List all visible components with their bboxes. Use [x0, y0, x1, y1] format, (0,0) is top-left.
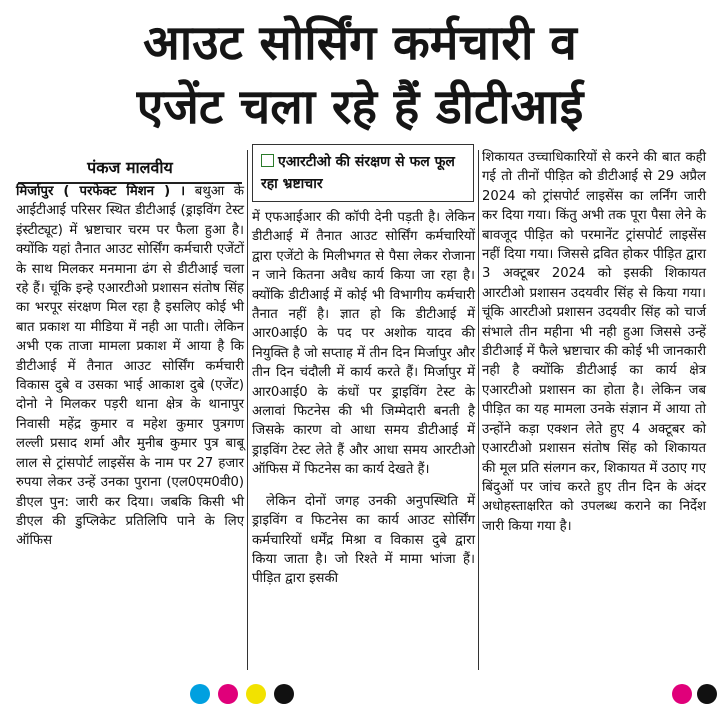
magenta-registration-dot	[672, 684, 692, 704]
black-registration-dot	[697, 684, 717, 704]
column-divider-2	[478, 150, 479, 670]
column-2-paragraph-1: में एफआईआर की कॉपी देनी पड़ती है। लेकिन डीटीआई में तैनात आउट सोर्सिंग कर्मचारियों द्वारा एजेंटो के मिलीभगत से पैसा लेकर रोजाना न जाने कितना अवैध कार्य किया जा रहा है। क्योंकि डीटीआई में कोई भी विभागीय कर्मचारी तैनात नहीं है। ज्ञात हो कि डीटीआई में आर0आई0 के पद पर अशोक यादव की नियुक्ति है जो सप्ताह में तीन दिन मिर्जापुर और तीन दिन चंदौली में कार्य करते हैं। मिर्जापुर में आर0आई0 के कंधों पर ड्राइविंग टेस्ट के अलावां फिटनेस की भी जिम्मेदारी बनती है जिसके कारण वो आधा समय डीटीआई में ड्राइविंग टेस्ट लेते हैं और आधा समय आरटीओ ऑफिस में फिटनेस का कार्य देखते हैं।	[252, 210, 475, 478]
article-column-1	[16, 182, 244, 551]
headline-line-2: एजेंट चला रहे हैं डीटीआई	[136, 79, 584, 135]
yellow-registration-dot	[246, 684, 266, 704]
magenta-registration-dot	[218, 684, 238, 704]
article-column-3	[482, 148, 706, 536]
dateline: मिर्जापुर ( परफेक्ट मिशन ) ।	[16, 184, 186, 199]
black-registration-dot	[274, 684, 294, 704]
article-column-2	[252, 208, 475, 589]
subhead-box	[252, 144, 474, 202]
cyan-registration-dot	[190, 684, 210, 704]
column-1-text: बथुआ के आईटीआई परिसर स्थित डीटीआई (ड्राइविंग टेस्ट इंस्टीट्यूट) में भ्रष्टाचार चरम पर फैला हुआ है। क्योंकि यहां तैनात आउट सोर्सिंग कर्मचारी एजेंटों के साथ मिलकर मनमाना ढंग से डीटीआई चला रहे हैं। चूंकि इन्हे एआरटीओ प्रशासन संतोष सिंह का भरपूर संरक्षण मिल रहा है इसलिए कोई भी बात प्रकाश या मीडिया में नही आ पाती। लेकिन अभी एक ताजा मामला प्रकाश में आया है कि डीटीआई में तैनात आउट सोर्सिंग कर्मचारी विकास दुबे व उसका भाई आकाश दुबे (एजेंट) दोनो ने मिलकर पड़री थाना क्षेत्र के थानापुर निवासी महेंद्र कुमार व महेश कुमार पुत्रगण लल्ली प्रसाद शर्मा और मुनीब कुमार पुत्र बाबू लाल से ट्रांसपोर्ट लाइसेंस के नाम पर 27 हजार रुपया लेकर उन्हें उनका पुराना (एल0एम0वी0) डीएल पुन: जारी कर दिया। जबकि किसी भी डीएल की डुप्लिकेट प्रतिलिपि पाने के लिए ऑफिस	[16, 184, 244, 549]
column-2-paragraph-2: लेकिन दोनों जगह उनकी अनुपस्थिति में ड्राइविंग व फिटनेस का कार्य आउट सोर्सिंग कर्मचारियों धर्मेंद्र मिश्रा व विकास दुबे द्वारा किया जाता है। जो रिश्ते में मामा भांजा हैं। पीड़ित द्वारा इसकी	[252, 493, 475, 587]
subhead-text: एआरटीओ की संरक्षण से फल फूल रहा भ्रष्टाचार	[261, 154, 455, 192]
column-3-text: शिकायत उच्चाधिकारियों से करने की बात कही गई तो तीनों पीड़ित को डीटीआई से 29 अप्रैल 2024 को ट्रांसपोर्ट लाइसेंस का लर्निंग जारी कर दिया गया। किंतु अभी तक पूरा पैसा लेने के बावजूद पीड़ित को परमानेंट ट्रांसपोर्ट लाइसेंस नहीं दिया गया। जिससे द्रवित होकर पीड़ित द्वारा 3 अक्टूबर 2024 को इसकी शिकायत आरटीओ प्रशासन उदयवीर सिंह से किया गया। चूंकि आरटीओ प्रशासन उदयवीर सिंह को चार्ज संभाले तीन महीना भी नही हुआ जिससे उन्हें डीटीआई में फैले भ्रष्टाचार की कोई भी जानकारी नही है क्योंकि डीटीआई का कार्य क्षेत्र एआरटीओ प्रशासन का होता है। लेकिन जब पीड़ित का यह मामला उनके संज्ञान में आया तो उन्होंने कड़ा एक्शन लेते हुए 4 अक्टूबर को एआरटीओ प्रशासन संतोष सिंह को शिकायत की मूल प्रति संलगन कर, शिकायत में उठाए गए बिंदुओं पर जांच करते हुए तीन दिन के अंदर अधोहस्ताक्षरित को उपलब्ध कराने का निर्देश जारी किया गया है।	[482, 150, 706, 534]
headline-line-1: आउट सोर्सिंग कर्मचारी व	[143, 15, 577, 71]
column-divider-1	[247, 150, 248, 670]
checkbox-icon	[261, 154, 274, 167]
byline: पंकज मालवीय	[87, 158, 173, 177]
